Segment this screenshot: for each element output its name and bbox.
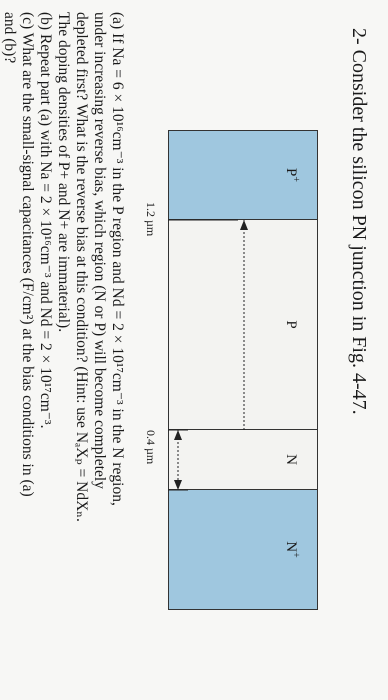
- region-n-plus-label: N: [283, 541, 299, 553]
- problem-line: (a) If Na = 6 × 10¹⁶cm⁻³ in the P region and Nd = 2 × 10¹⁷cm⁻³ in the N region,: [109, 12, 126, 506]
- problem-line: under increasing reverse bias, which region (N or P) will become completely: [91, 12, 108, 489]
- problem-line: The doping densities of P+ and N+ are immaterial).: [55, 12, 72, 333]
- region-p-plus-sup: +: [290, 176, 301, 182]
- problem-line: (b) Repeat part (a) with Na = 2 × 10¹⁶cm⁻³ and Nd = 2 × 10¹⁷cm⁻³.: [37, 12, 54, 429]
- arrow-left-n: [174, 430, 182, 440]
- region-n-plus-sup: +: [290, 552, 301, 558]
- region-p-plus-label: P: [283, 168, 299, 177]
- problem-text: [0, 12, 126, 692]
- pn-junction-diagram: [138, 130, 318, 610]
- dimension-markers: [138, 130, 318, 610]
- dimension-p-width: 1.2 µm: [144, 202, 158, 237]
- problem-line: depleted first? What is the reverse bias at this condition? (Hint: use NₐXₚ = NdXₙ.: [73, 12, 90, 522]
- arrow-left-p: [240, 220, 248, 230]
- region-n-label: N: [283, 454, 299, 465]
- dimension-n-width: 0.4 µm: [144, 430, 158, 465]
- problem-line: and (b)?: [1, 12, 18, 64]
- problem-line: (c) What are the small-signal capacitances (F/cm²) at the bias conditions in (a): [19, 12, 36, 497]
- problem-heading: 2- Consider the silicon PN junction in Fig. 4-47.: [348, 28, 370, 415]
- region-p-label: P: [283, 320, 299, 329]
- arrow-right-n: [174, 480, 182, 490]
